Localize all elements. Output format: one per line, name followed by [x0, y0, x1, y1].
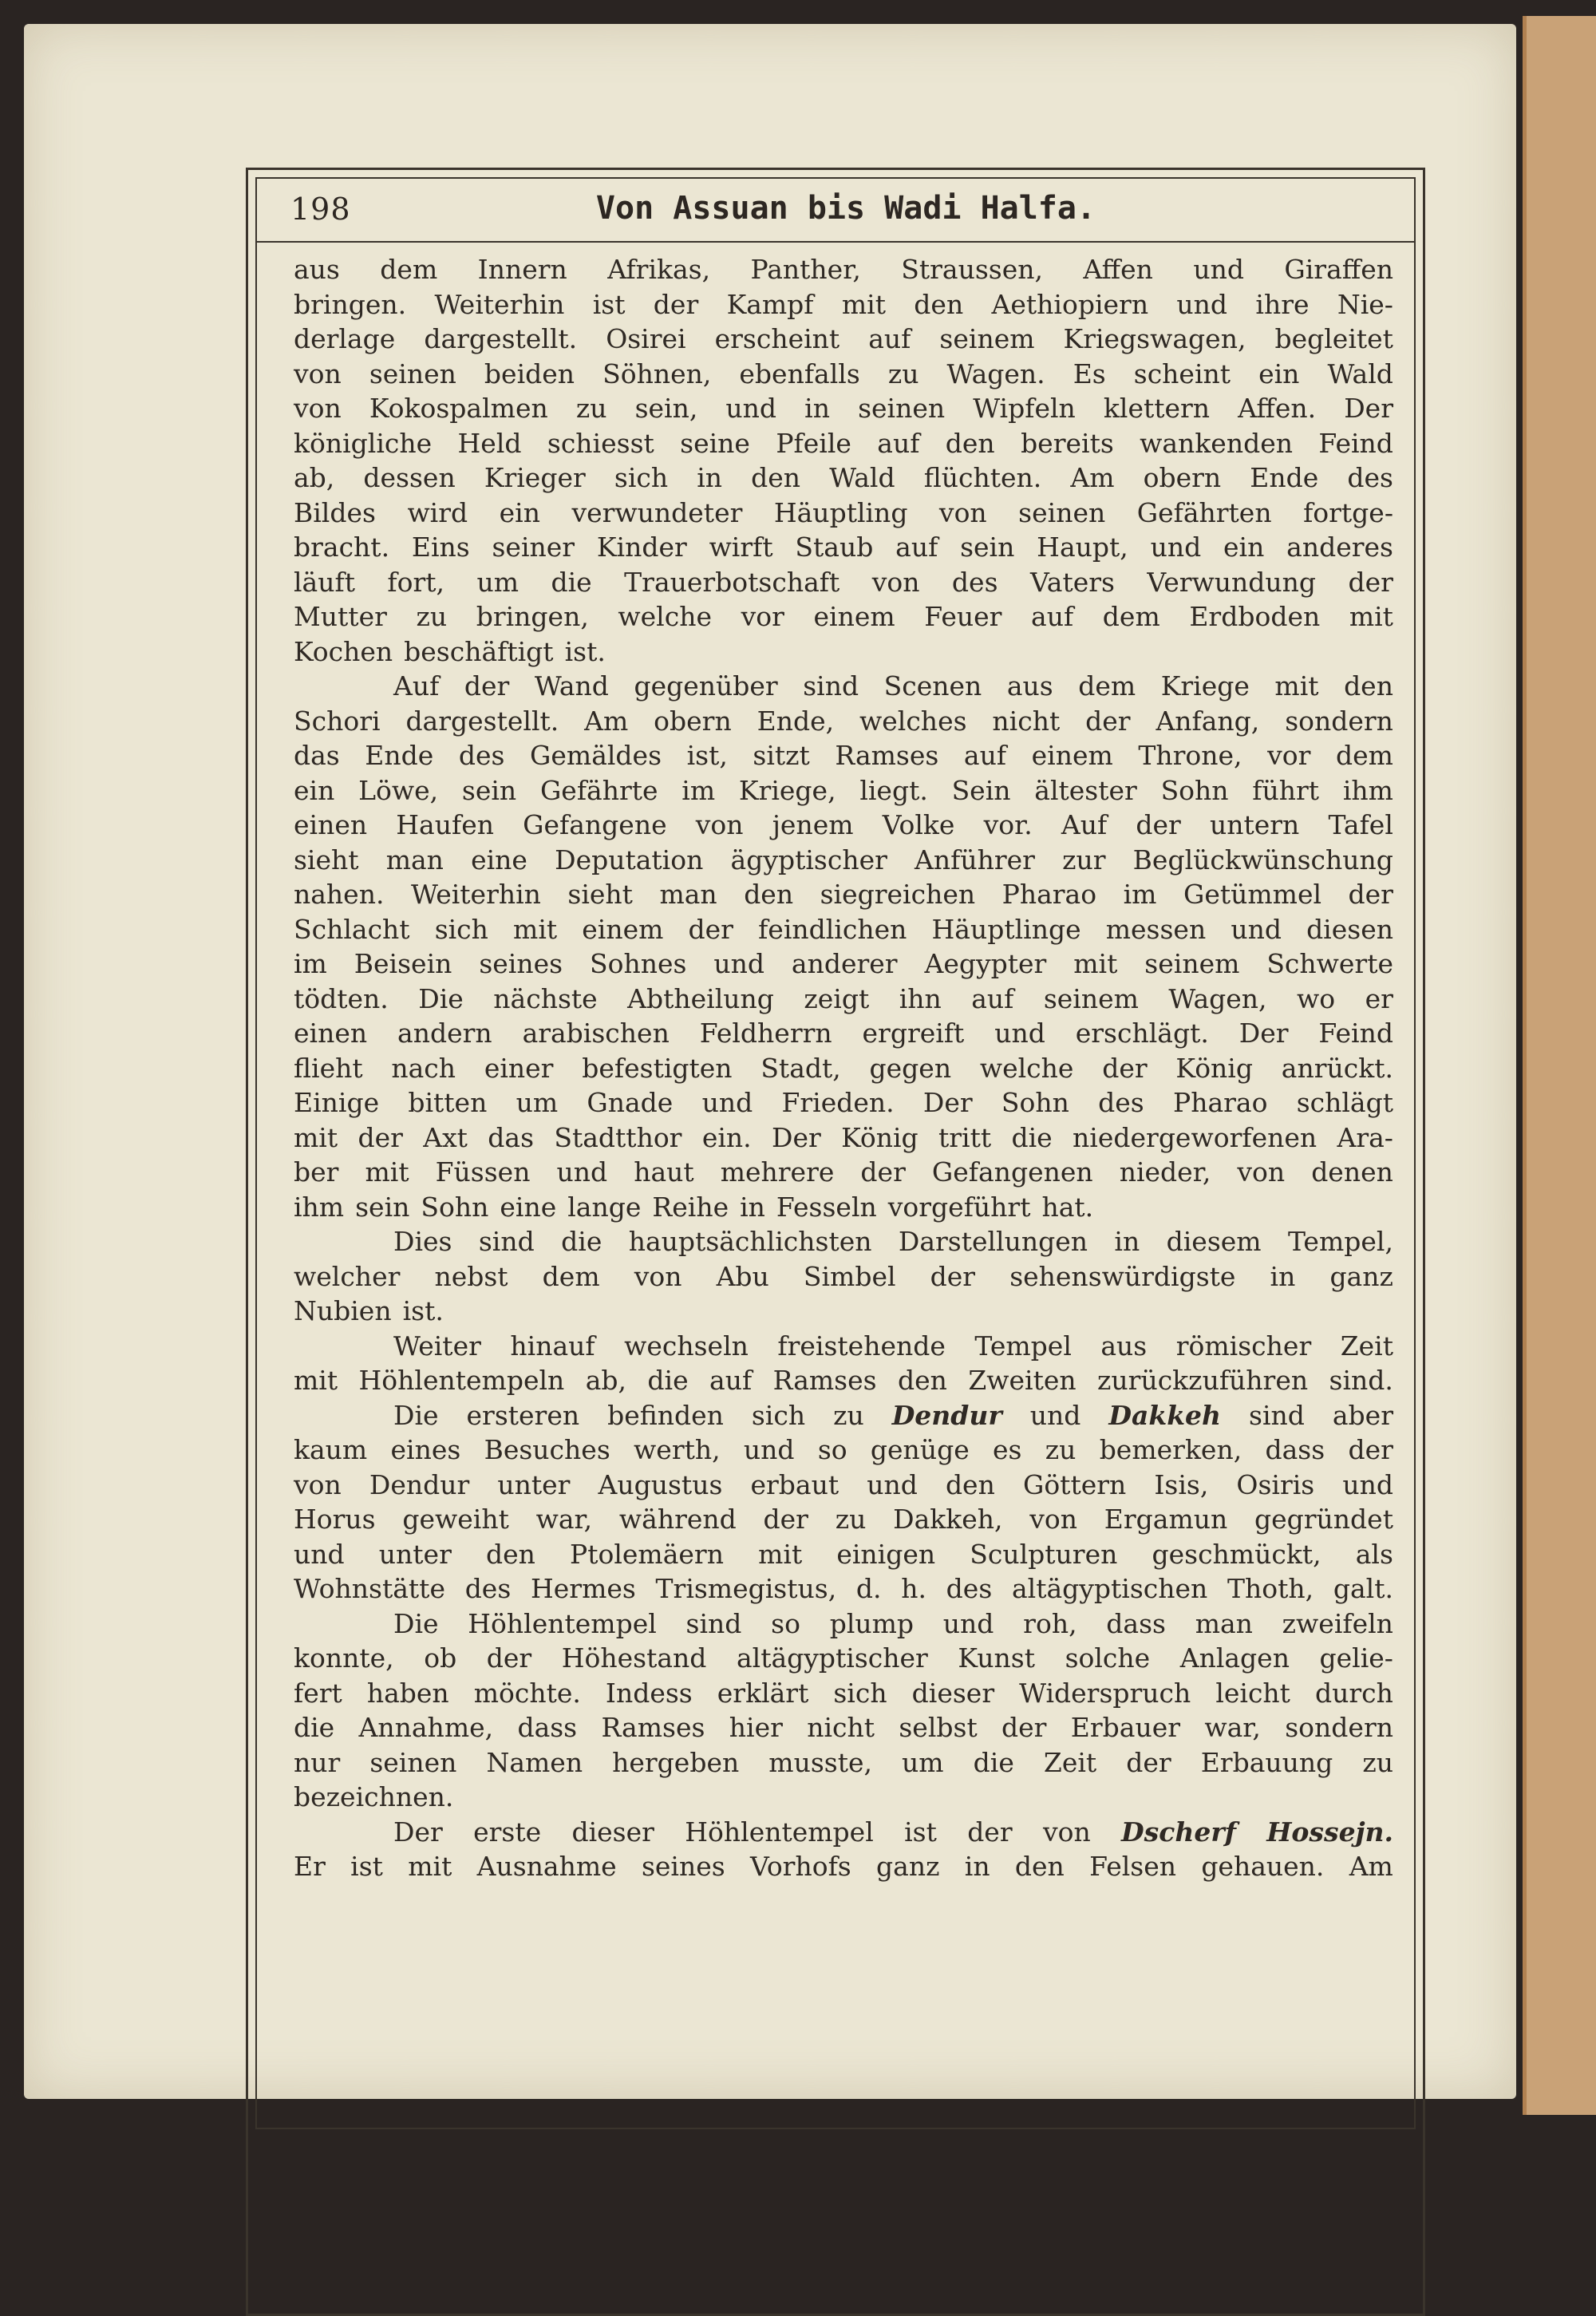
text-line: mit der Axt das Stadtthor ein. Der König tritt die niedergeworfenen Ara-: [294, 1121, 1393, 1153]
text-line: das Ende des Gemäldes ist, sitzt Ramses auf einem Throne, vor dem: [294, 740, 1393, 771]
text-line: königliche Held schiesst seine Pfeile auf den bereits wankenden Feind: [294, 427, 1393, 459]
text-line: Die ersteren befinden sich zu Dendur und Dakkeh sind aber: [393, 1399, 1393, 1431]
page-number: 198: [290, 192, 351, 227]
text-line: Weiter hinauf wechseln freistehende Tempel aus römischer Zeit: [393, 1330, 1393, 1362]
text-line: Die Höhlentempel sind so plump und roh, dass man zweifeln: [393, 1607, 1393, 1639]
text-line: Der erste dieser Höhlentempel ist der von Dscherf Hossejn.: [393, 1816, 1393, 1848]
text-line: nur seinen Namen hergeben musste, um die Zeit der Erbauung zu: [294, 1746, 1393, 1778]
text-line: bracht. Eins seiner Kinder wirft Staub auf sein Haupt, und ein anderes: [294, 532, 1393, 563]
text-line: kaum eines Besuches werth, und so genüge es zu bemerken, dass der: [294, 1434, 1393, 1465]
running-title: Von Assuan bis Wadi Halfa.: [595, 190, 1096, 227]
text-line: im Beisein seines Sohnes und anderer Aegypter mit seinem Schwerte: [294, 948, 1393, 979]
text-line: Nubien ist.: [294, 1295, 444, 1326]
header-rule: [255, 241, 1416, 243]
text-line: mit Höhlentempeln ab, die auf Ramses den Zweiten zurückzuführen sind.: [294, 1365, 1393, 1396]
text-line: Er ist mit Ausnahme seines Vorhofs ganz in den Felsen gehauen. Am: [294, 1851, 1393, 1882]
text-line: tödten. Die nächste Abtheilung zeigt ihn auf seinem Wagen, wo er: [294, 982, 1393, 1014]
text-line: fert haben möchte. Indess erklärt sich dieser Widerspruch leicht durch: [294, 1677, 1393, 1709]
text-line: Einige bitten um Gnade und Frieden. Der Sohn des Pharao schlägt: [294, 1087, 1393, 1118]
body-text: [294, 252, 1393, 1884]
text-line: und unter den Ptolemäern mit einigen Sculpturen geschmückt, als: [294, 1538, 1393, 1570]
text-line: bezeichnen.: [294, 1781, 454, 1812]
text-line: Bildes wird ein verwundeter Häuptling von seinen Gefährten fortge-: [294, 496, 1393, 528]
text-line: ein Löwe, sein Gefährte im Kriege, liegt. Sein ältester Sohn führt ihm: [294, 774, 1393, 806]
text-line: einen andern arabischen Feldherrn ergreift und erschlägt. Der Feind: [294, 1018, 1393, 1049]
text-line: Kochen beschäftigt ist.: [294, 635, 606, 667]
text-line: die Annahme, dass Ramses hier nicht selbst der Erbauer war, sondern: [294, 1712, 1393, 1743]
text-line: läuft fort, um die Trauerbotschaft von des Vaters Verwundung der: [294, 566, 1393, 598]
text-line: Mutter zu bringen, welche vor einem Feuer auf dem Erdboden mit: [294, 601, 1393, 632]
text-line: bringen. Weiterhin ist der Kampf mit den Aethiopiern und ihre Nie-: [294, 288, 1393, 320]
text-line: Auf der Wand gegenüber sind Scenen aus dem Kriege mit den: [393, 670, 1393, 702]
text-line: aus dem Innern Afrikas, Panther, Straussen, Affen und Giraffen: [294, 254, 1393, 285]
text-line: welcher nebst dem von Abu Simbel der sehenswürdigste in ganz: [294, 1260, 1393, 1292]
text-line: ber mit Füssen und haut mehrere der Gefangenen nieder, von denen: [294, 1156, 1393, 1188]
text-line: ihm sein Sohn eine lange Reihe in Fesseln vorgeführt hat.: [294, 1191, 1094, 1223]
text-line: einen Haufen Gefangene von jenem Volke vor. Auf der untern Tafel: [294, 809, 1393, 840]
text-line: ab, dessen Krieger sich in den Wald flüchten. Am obern Ende des: [294, 462, 1393, 493]
text-line: konnte, ob der Höhestand altägyptischer Kunst solche Anlagen gelie-: [294, 1642, 1393, 1674]
text-line: von Dendur unter Augustus erbaut und den Göttern Isis, Osiris und: [294, 1468, 1393, 1500]
text-line: Schlacht sich mit einem der feindlichen Häuptlinge messen und diesen: [294, 913, 1393, 945]
text-line: flieht nach einer befestigten Stadt, gegen welche der König anrückt.: [294, 1052, 1393, 1084]
text-line: nahen. Weiterhin sieht man den siegreichen Pharao im Getümmel der: [294, 879, 1393, 910]
text-line: Dies sind die hauptsächlichsten Darstellungen in diesem Tempel,: [393, 1226, 1393, 1257]
text-line: derlage dargestellt. Osirei erscheint auf seinem Kriegswagen, begleitet: [294, 323, 1393, 354]
text-line: Wohnstätte des Hermes Trismegistus, d. h. des altägyptischen Thoth, galt.: [294, 1573, 1393, 1604]
text-line: Horus geweiht war, während der zu Dakkeh, von Ergamun gegründet: [294, 1504, 1393, 1535]
adjacent-page-edge: [1523, 16, 1596, 2115]
text-line: von seinen beiden Söhnen, ebenfalls zu Wagen. Es scheint ein Wald: [294, 358, 1393, 389]
text-line: Schori dargestellt. Am obern Ende, welches nicht der Anfang, sondern: [294, 705, 1393, 737]
text-line: von Kokospalmen zu sein, und in seinen Wipfeln klettern Affen. Der: [294, 393, 1393, 424]
text-line: sieht man eine Deputation ägyptischer Anführer zur Beglückwünschung: [294, 844, 1393, 875]
